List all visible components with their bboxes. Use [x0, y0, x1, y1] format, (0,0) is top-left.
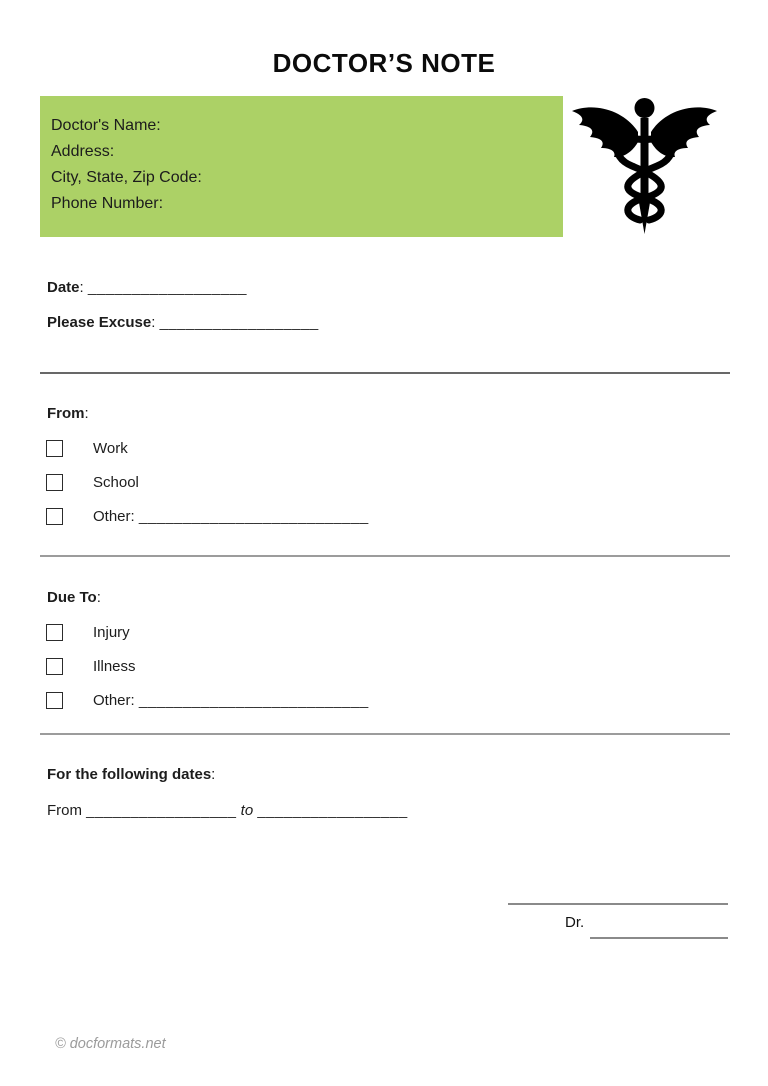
due-to-illness-checkbox[interactable] — [46, 658, 63, 675]
section-divider-3 — [40, 733, 730, 735]
please-excuse-field — [47, 314, 319, 331]
from-heading-colon: : — [84, 405, 89, 422]
city-state-zip-label: City, State, Zip Code: — [51, 169, 202, 186]
caduceus-icon — [572, 94, 717, 236]
from-work-label: Work — [93, 440, 128, 457]
range-from-label: From — [47, 802, 82, 819]
phone-number-label: Phone Number: — [51, 195, 164, 212]
from-school-label: School — [93, 474, 139, 491]
excuse-blank-line: __________________ — [159, 314, 319, 331]
due-to-injury-checkbox[interactable] — [46, 624, 63, 641]
due-to-heading-text: Due To — [47, 589, 97, 606]
range-to-label: to — [240, 802, 254, 819]
footer-credit: © docformats.net — [55, 1036, 166, 1052]
from-other-label: Other: — [93, 508, 135, 525]
from-heading-text: From — [47, 405, 85, 422]
doctor-name-line — [590, 937, 728, 939]
section-divider-1 — [40, 372, 730, 374]
date-colon: : — [79, 279, 84, 296]
dates-heading-colon: : — [211, 766, 216, 783]
due-to-other-row — [93, 692, 369, 709]
date-blank-line: __________________ — [87, 279, 248, 296]
doctor-name-label: Doctor's Name: — [51, 117, 161, 134]
from-other-checkbox[interactable] — [46, 508, 63, 525]
from-other-row — [93, 508, 369, 525]
from-other-blank-line: __________________________ — [138, 508, 369, 525]
due-to-illness-label: Illness — [93, 658, 136, 675]
range-from-blank-line: _________________ — [86, 802, 237, 819]
due-to-injury-label: Injury — [93, 624, 130, 641]
due-to-other-blank-line: __________________________ — [138, 692, 369, 709]
date-field — [47, 279, 247, 296]
doctor-info-box — [40, 96, 563, 237]
from-school-checkbox[interactable] — [46, 474, 63, 491]
from-work-checkbox[interactable] — [46, 440, 63, 457]
please-excuse-label: Please Excuse — [47, 314, 152, 331]
due-to-other-checkbox[interactable] — [46, 692, 63, 709]
dr-label: Dr. — [565, 914, 585, 931]
due-to-other-label: Other: — [93, 692, 135, 709]
signature-line — [508, 903, 728, 905]
dates-section-heading — [47, 766, 215, 783]
range-to-blank-line: _________________ — [257, 802, 408, 819]
due-to-section-heading — [47, 589, 101, 606]
address-label: Address: — [51, 143, 115, 160]
excuse-colon: : — [151, 314, 156, 331]
due-to-heading-colon: : — [96, 589, 101, 606]
from-section-heading — [47, 405, 89, 422]
section-divider-2 — [40, 555, 730, 557]
page-title: DOCTOR’S NOTE — [272, 48, 496, 78]
dates-heading-text: For the following dates — [47, 766, 212, 783]
date-range-line — [47, 802, 408, 819]
date-label: Date — [47, 279, 80, 296]
